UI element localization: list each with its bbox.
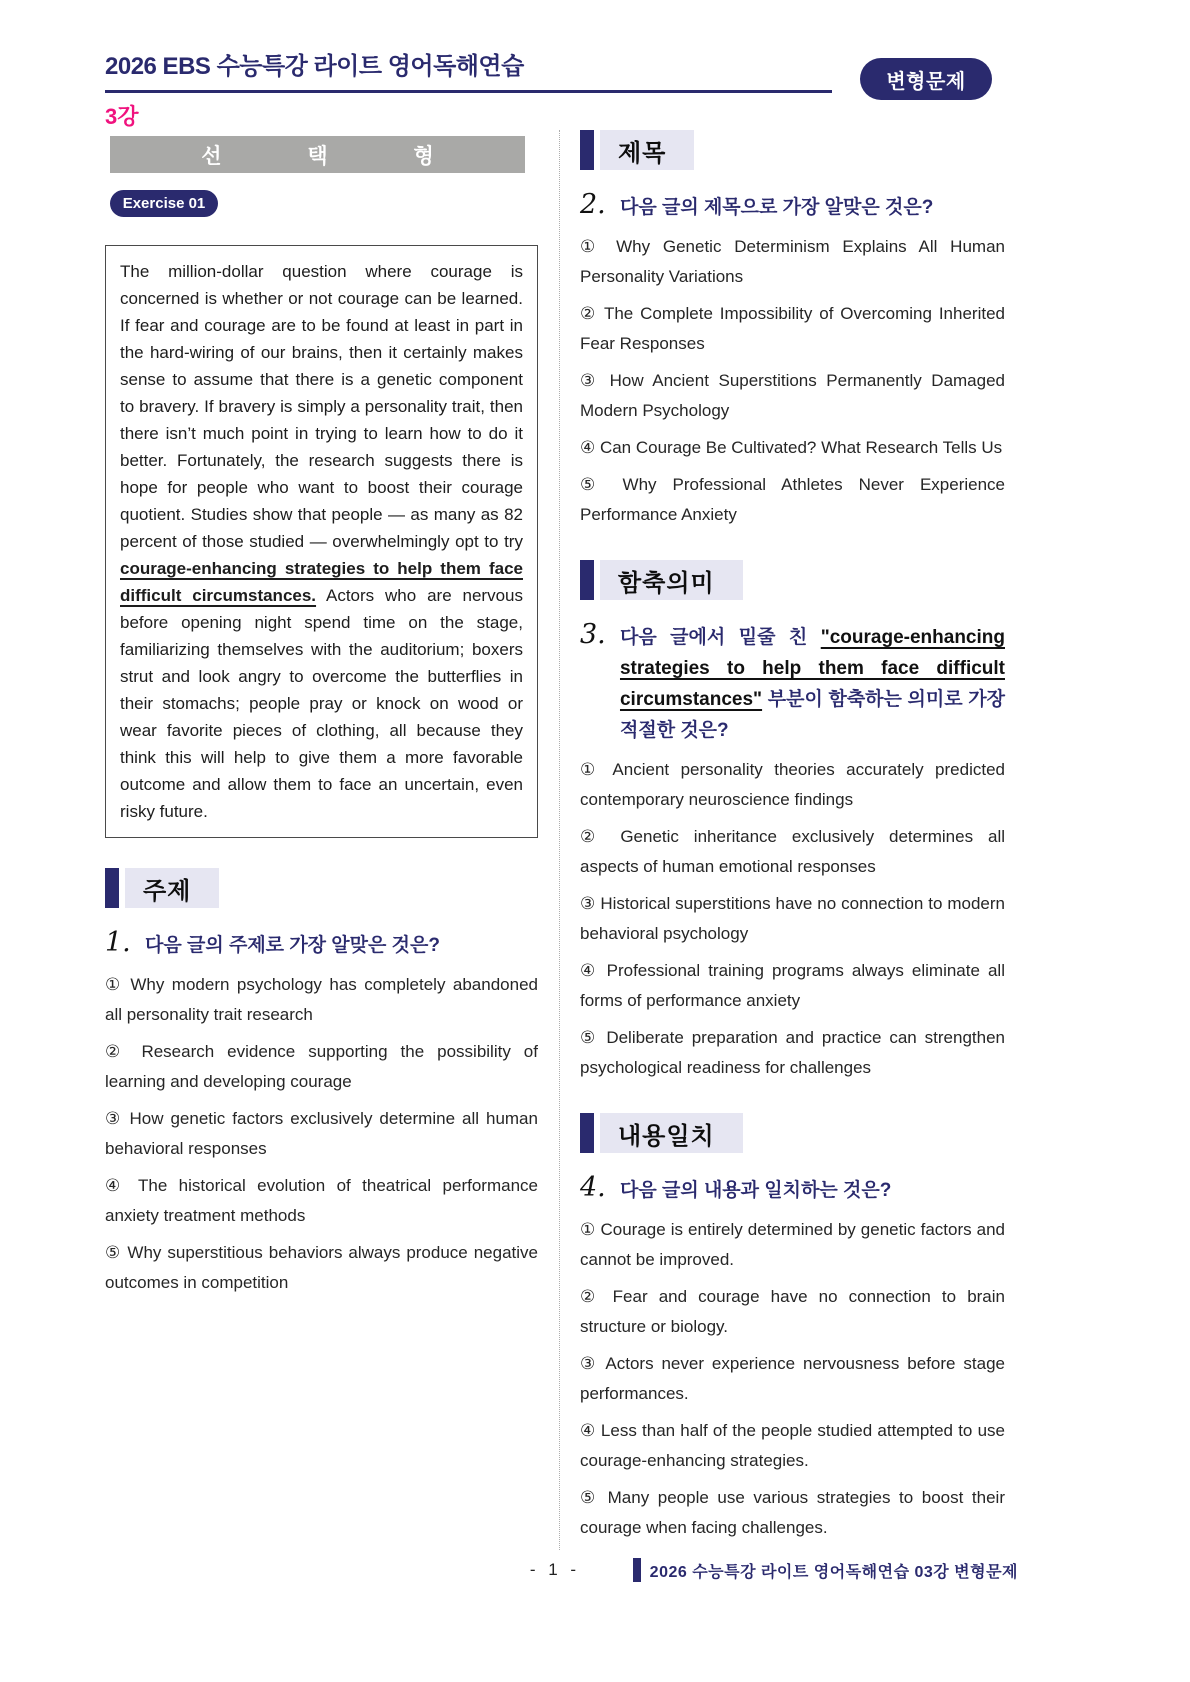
chapter-label: 3강 xyxy=(105,104,139,129)
section-title-header xyxy=(580,130,1005,170)
question-2-number: 2. xyxy=(579,189,606,220)
option: ③ How genetic factors exclusively determine all human behavioral responses xyxy=(105,1109,538,1158)
question-4 xyxy=(580,1173,1005,1206)
section-bar xyxy=(580,1113,594,1153)
option: ⑤ Why superstitious behaviors always produce negative outcomes in competition xyxy=(105,1243,538,1292)
question-2 xyxy=(580,190,1005,223)
option: ④ Can Courage Be Cultivated? What Research Tells Us xyxy=(579,438,1003,457)
section-implication-label: 함축의미 xyxy=(600,560,743,600)
option: ⑤ Many people use various strategies to boost their courage when facing challenges. xyxy=(579,1488,1005,1537)
option: ② Research evidence supporting the possibility of learning and developing courage xyxy=(105,1042,538,1091)
option: ⑤ Why Professional Athletes Never Experience Performance Anxiety xyxy=(579,475,1005,524)
section-bar xyxy=(580,560,594,600)
option: ② Genetic inheritance exclusively determines all aspects of human emotional responses xyxy=(579,827,1005,876)
option: ③ How Ancient Superstitions Permanently Damaged Modern Psychology xyxy=(579,371,1005,420)
question-3-text-post: 부분이 함축하는 의미로 가장 적절한 것은? xyxy=(619,689,1005,741)
footer-bar xyxy=(633,1558,641,1582)
header-rule xyxy=(105,90,832,93)
question-3-number: 3. xyxy=(579,619,606,650)
option: ① Ancient personality theories accurately predicted contemporary neuroscience findings xyxy=(579,760,1005,809)
option: ③ Actors never experience nervousness before stage performances. xyxy=(579,1354,1005,1403)
option: ④ Less than half of the people studied attempted to use courage-enhancing strategies. xyxy=(579,1421,1005,1470)
section-implication-header xyxy=(580,560,1005,600)
section-title-label: 제목 xyxy=(600,130,694,170)
footer-source xyxy=(633,1558,1018,1582)
footer-source-text: 2026 수능특강 라이트 영어독해연습 03강 변형문제 xyxy=(649,1563,1018,1581)
book-title: 2026 EBS 수능특강 라이트 영어독해연습 xyxy=(105,53,524,80)
option: ⑤ Deliberate preparation and practice can strengthen psychological readiness for challenges xyxy=(579,1028,1005,1077)
exercise-badge: Exercise 01 xyxy=(110,190,218,217)
option: ② The Complete Impossibility of Overcoming Inherited Fear Responses xyxy=(579,304,1005,353)
section-topic-header xyxy=(105,868,538,908)
option: ② Fear and courage have no connection to brain structure or biology. xyxy=(579,1287,1005,1336)
question-2-options xyxy=(580,232,1005,530)
left-column xyxy=(105,130,538,1550)
question-4-options xyxy=(580,1215,1005,1543)
question-3-options xyxy=(580,755,1005,1083)
right-column xyxy=(580,130,1005,1550)
column-divider xyxy=(559,130,560,1550)
passage-text-after: Actors who are nervous before opening night spend time on the stage, familiarizing themselves with the auditorium; boxers strut and look angry to overcome the butterflies in their stomachs; people pray or knock on wood or wear favorite pieces of clothing, all because they think this will help to give them a more favorable outcome and allow them to face an uncertain, even risky future. xyxy=(120,586,523,821)
two-column-body xyxy=(105,130,1005,1550)
question-1 xyxy=(105,928,538,961)
question-1-options xyxy=(105,970,538,1298)
section-bar xyxy=(580,130,594,170)
passage-text-before: The million-dollar question where courage is concerned is whether or not courage can be learned. If fear and courage are to be found at least in part in the hard-wiring of our brains, then it certainly makes sense to assume that there is a genetic component to bravery. If bravery is simply a personality trait, then there isn’t much point in trying to learn how to do it better. Fortunately, the research suggests there is hope for people who want to boost their courage quotient. Studies show that people — as many as 82 percent of those studied — overwhelmingly opt to try xyxy=(120,262,523,551)
section-topic-label: 주제 xyxy=(125,868,219,908)
option: ① Courage is entirely determined by genetic factors and cannot be improved. xyxy=(579,1220,1005,1269)
variant-problem-badge: 변형문제 xyxy=(860,58,992,100)
option: ① Why Genetic Determinism Explains All Human Personality Variations xyxy=(579,237,1005,286)
question-type-banner: 선 택 형 xyxy=(110,136,525,173)
option: ③ Historical superstitions have no connection to modern behavioral psychology xyxy=(579,894,1005,943)
section-match-header xyxy=(580,1113,1005,1153)
question-3 xyxy=(580,620,1005,746)
question-3-text xyxy=(620,620,1005,746)
question-1-number: 1. xyxy=(105,927,131,958)
reading-passage xyxy=(105,245,538,838)
question-3-quoted-phrase: "courage-enhancing strategies to help them face difficult circumstances" xyxy=(619,627,1005,710)
section-bar xyxy=(105,868,119,908)
option: ① Why modern psychology has completely abandoned all personality trait research xyxy=(105,975,538,1024)
option: ④ The historical evolution of theatrical performance anxiety treatment methods xyxy=(105,1176,538,1225)
section-match-label: 내용일치 xyxy=(600,1113,743,1153)
question-2-text: 다음 글의 제목으로 가장 알맞은 것은? xyxy=(619,197,934,218)
question-1-text: 다음 글의 주제로 가장 알맞은 것은? xyxy=(145,935,440,956)
question-4-text: 다음 글의 내용과 일치하는 것은? xyxy=(619,1180,892,1201)
option: ④ Professional training programs always eliminate all forms of performance anxiety xyxy=(579,961,1005,1010)
question-3-text-pre: 다음 글에서 밑줄 친 xyxy=(619,627,821,648)
passage-underlined-phrase: courage-enhancing strategies to help them face difficult circumstances. xyxy=(120,559,523,605)
page-number: - 1 - xyxy=(529,1560,581,1579)
question-4-number: 4. xyxy=(579,1172,606,1203)
